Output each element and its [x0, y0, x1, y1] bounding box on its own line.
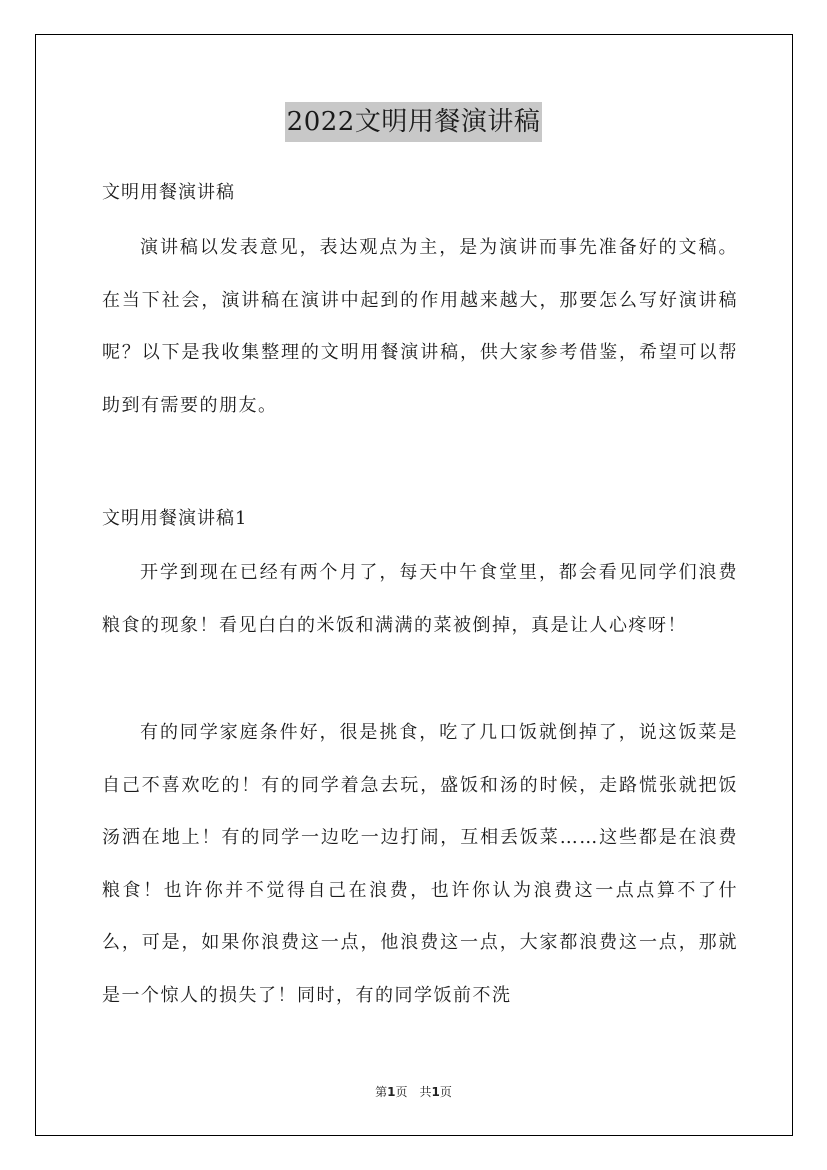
footer-page-prefix: 第	[375, 1085, 388, 1099]
footer-page-total: 1	[431, 1085, 440, 1099]
paragraph-2: 有的同学家庭条件好，很是挑食，吃了几口饭就倒掉了，说这饭菜是自己不喜欢吃的！有的同学着急去玩，盛饭和汤的时候，走路慌张就把饭汤洒在地上！有的同学一边吃一边打闹，互相丢饭菜……这些都是在浪费粮食！也许你并不觉得自己在浪费，也许你认为浪费这一点点算不了什么，可是，如果你浪费这一点，他浪费这一点，大家都浪费这一点，那就是一个惊人的损失了！同时，有的同学饭前不洗	[102, 722, 738, 1006]
document-title: 2022文明用餐演讲稿	[285, 102, 543, 142]
footer-page-current: 1	[387, 1085, 396, 1099]
intro-heading: 文明用餐演讲稿	[102, 182, 235, 203]
page-footer	[0, 1084, 827, 1100]
footer-page-mid: 页 共	[395, 1085, 432, 1099]
intro-paragraph: 演讲稿以发表意见，表达观点为主，是为演讲而事先准备好的文稿。在当下社会，演讲稿在演讲中起到的作用越来越大，那要怎么写好演讲稿呢？以下是我收集整理的文明用餐演讲稿，供大家参考借鉴，希望可以帮助到有需要的朋友。	[102, 237, 738, 416]
paragraph-1: 开学到现在已经有两个月了，每天中午食堂里，都会看见同学们浪费粮食的现象！看见白白的米饭和满满的菜被倒掉，真是让人心疼呀！	[102, 562, 738, 636]
section-heading: 文明用餐演讲稿1	[102, 508, 248, 529]
footer-page-suffix: 页	[439, 1085, 452, 1099]
title-container	[0, 102, 827, 142]
